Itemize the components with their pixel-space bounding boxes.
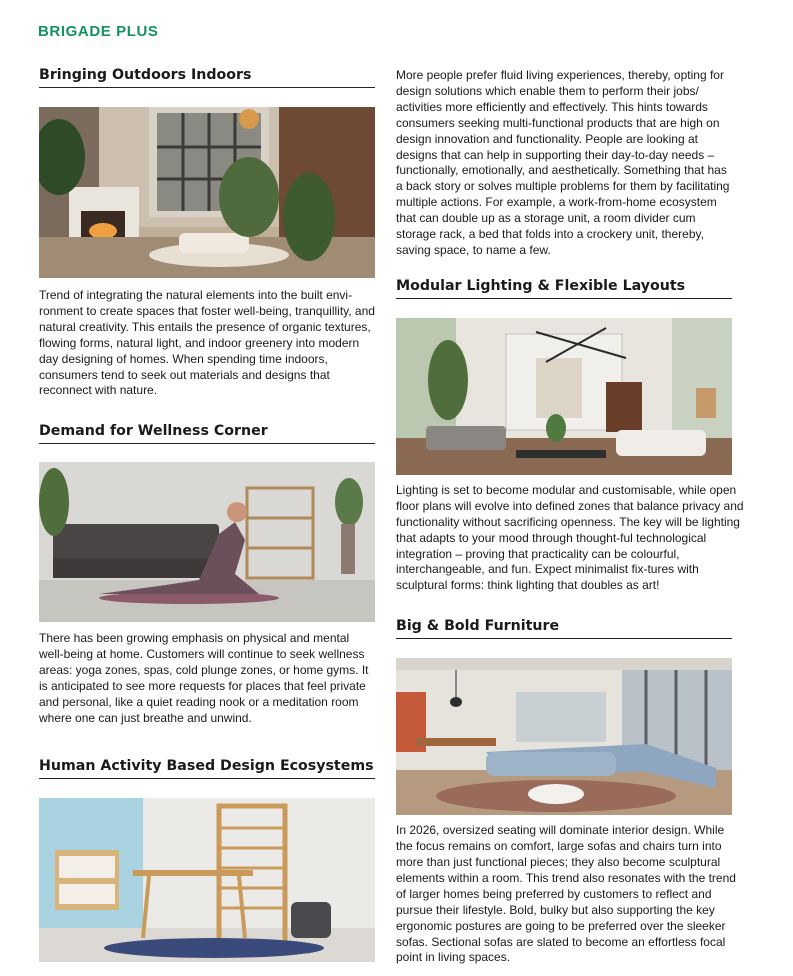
- heading-outdoors: Bringing Outdoors Indoors: [39, 66, 375, 88]
- left-column: [39, 66, 375, 962]
- photo-modular-lighting-room: [396, 318, 732, 475]
- photo-outdoors-living-room: [39, 107, 375, 278]
- heading-wellness: Demand for Wellness Corner: [39, 422, 375, 444]
- text-furniture: In 2026, oversized seating will dominate interior design. While the focus remains on comfort, large sofas and chairs turn into more than just functional pieces; they also become sculptural elements within a room. This trend also resonates with the trend of larger homes being preferred by customers to reflect and pursue their lifestyle. Bold, bulky but also supporting the key ergonomic postures are going to be preferred over the sleeker sofas. Sectional sofas are slated to become an effortless focal point in living spaces.: [396, 823, 736, 965]
- brand-title: BRIGADE PLUS: [38, 23, 159, 40]
- photo-work-from-home-ecosystem: [39, 798, 375, 962]
- text-human-activity: More people prefer fluid living experiences, thereby, opting for design solutions which enable them to perform their jobs/ activities more efficiently and effectively. This hints towards consumers seeking multi-functional products that are high on design innovation and functionality. People are looking at designs that can help in supporting their day-to-day needs – functionally, emotionally, and aesthetically. Something that has a back story or solves multiple problems for them by facilitating multiple actions. For example, a work-from-home ecosystem that can double up as a storage unit, a room divider cum storage rack, a bed that folds into a crockery unit, thereby, saving space, to name a few.: [396, 68, 730, 257]
- text-outdoors: Trend of integrating the natural elements into the built envi-ronment to create spaces that foster well-being, tranquillity, and natural creativity. This entails the presence of organic textures, flowing forms, natural light, and indoor greenery into modern day designing of homes. When spending time indoors, consumers tend to seek out materials and designs that reconnect with nature.: [39, 288, 375, 398]
- text-lighting: Lighting is set to become modular and customisable, while open floor plans will evolve into defined zones that balance privacy and functionality without sacrificing openness. The key will be lighting that adapts to your mood through thought-ful technological integration – proving that practicality can be colourful, interchangeable, and fun. Expect minimalist fix-tures with sculptural forms: think lighting that doubles as art!: [396, 482, 744, 593]
- photo-wellness-yoga: [39, 462, 375, 622]
- photo-big-bold-furniture: [396, 658, 732, 815]
- text-wellness: There has been growing emphasis on physical and mental well-being at home. Customers will continue to seek wellness areas: yoga zones, spas, cold plunge zones, or home gyms. It is anticipated to see more requests for places that feel private and personal, like a quiet reading nook or a meditation room where one can just breathe and unwind.: [39, 631, 369, 725]
- heading-lighting: Modular Lighting & Flexible Layouts: [396, 277, 732, 299]
- heading-furniture: Big & Bold Furniture: [396, 617, 732, 639]
- heading-human-activity: Human Activity Based Design Ecosystems: [39, 757, 375, 779]
- right-column: [396, 66, 744, 966]
